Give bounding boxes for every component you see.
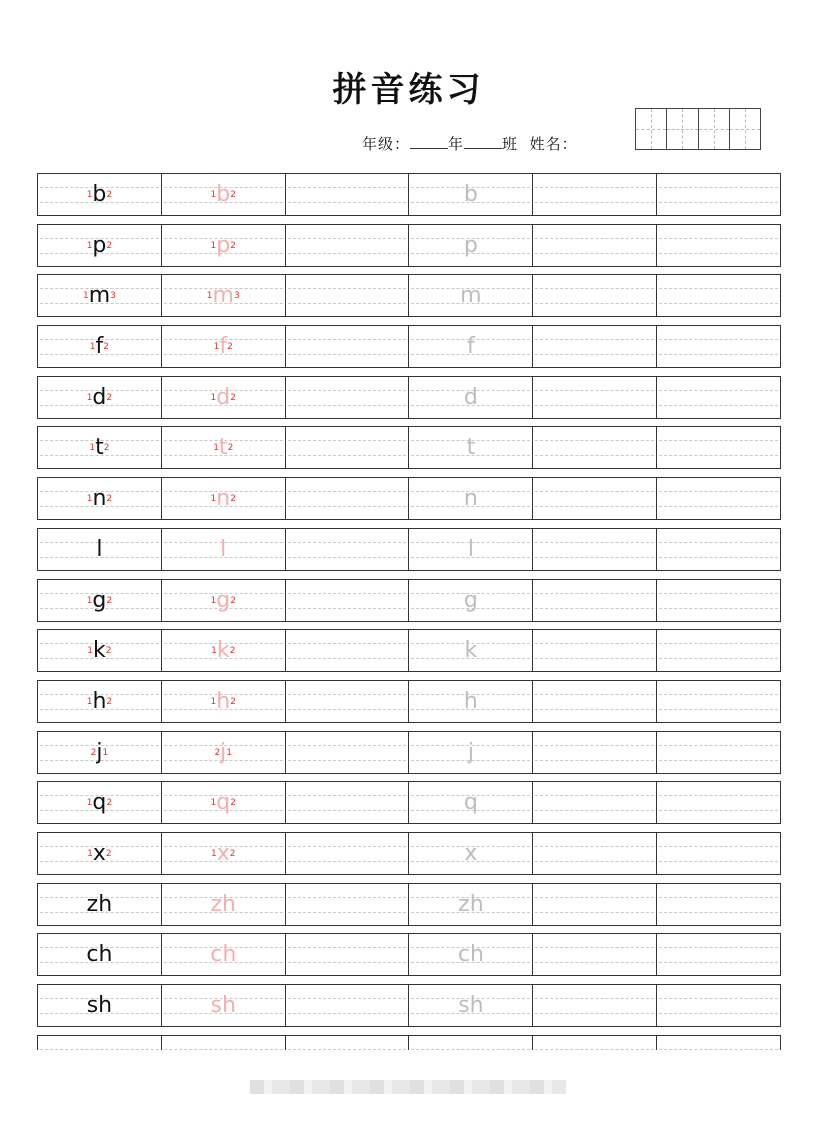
model-cell (38, 884, 162, 925)
stroke-number: 1 (210, 240, 217, 251)
stroke-number: 1 (87, 646, 94, 657)
writing-cell[interactable] (533, 225, 657, 266)
grade-blank[interactable] (410, 136, 448, 149)
hint-letter (409, 482, 532, 516)
practice-row (37, 528, 781, 571)
stroke-number: 2 (105, 646, 112, 657)
writing-cell[interactable] (286, 782, 410, 823)
model-letter (38, 381, 161, 415)
hint-letter (409, 279, 532, 313)
model-cell (38, 630, 162, 671)
writing-cell[interactable] (657, 732, 780, 773)
letter-text: b (92, 182, 107, 207)
practice-row (37, 680, 781, 723)
stroke-number: 2 (227, 443, 234, 454)
page-title: 拼音练习 (332, 70, 485, 110)
writing-cell[interactable] (286, 427, 410, 468)
model-cell (38, 732, 162, 773)
trace-cell (162, 630, 286, 671)
writing-cell[interactable] (533, 1036, 657, 1050)
practice-rows (37, 173, 781, 1050)
stroke-number: 1 (213, 342, 220, 353)
trace-letter (162, 938, 285, 972)
hint-cell (409, 934, 533, 975)
year-label: 年 (448, 135, 465, 153)
stroke-number: 1 (89, 342, 96, 353)
writing-cell[interactable] (657, 985, 780, 1026)
writing-cell[interactable] (533, 630, 657, 671)
hint-cell (409, 275, 533, 316)
stroke-number: 1 (86, 696, 93, 707)
letter-text: n (216, 486, 231, 512)
writing-cell[interactable] (657, 326, 780, 367)
writing-cell[interactable] (657, 934, 780, 975)
hint-cell (409, 782, 533, 823)
hint-cell (409, 174, 533, 215)
writing-cell[interactable] (286, 732, 410, 773)
letter-text: q (216, 790, 231, 816)
writing-cell[interactable] (657, 681, 780, 722)
model-letter (38, 533, 161, 567)
writing-cell[interactable] (286, 884, 410, 925)
hint-letter (409, 178, 532, 212)
trace-cell (162, 833, 286, 874)
model-cell (38, 580, 162, 621)
practice-row (37, 426, 781, 469)
name-cell[interactable] (730, 109, 760, 149)
trace-letter (162, 685, 285, 719)
trace-letter (162, 533, 285, 567)
model-cell (38, 681, 162, 722)
model-letter (38, 786, 161, 820)
stroke-number: 2 (106, 696, 113, 707)
letter-text: m (88, 283, 111, 309)
writing-cell[interactable] (286, 478, 410, 519)
letter-text: x (216, 840, 230, 866)
writing-cell[interactable] (533, 377, 657, 418)
stroke-number: 2 (230, 595, 236, 606)
letter-text: x (464, 840, 478, 866)
writing-cell[interactable] (533, 529, 657, 570)
letter-text: g (92, 587, 107, 613)
letter-text: j (220, 739, 227, 765)
letter-text: m (460, 283, 482, 309)
stroke-number: 1 (87, 848, 93, 859)
writing-cell[interactable] (657, 478, 780, 519)
letter-text: l (220, 536, 227, 562)
trace-cell (162, 732, 286, 773)
letter-text: p (463, 232, 478, 258)
writing-cell[interactable] (533, 732, 657, 773)
letter-text: f (95, 334, 104, 360)
stroke-number: 1 (102, 747, 109, 758)
stroke-number: 1 (226, 747, 233, 758)
hint-cell (409, 377, 533, 418)
model-cell (38, 427, 162, 468)
model-letter (38, 685, 161, 719)
stroke-number: 1 (86, 392, 93, 403)
class-blank[interactable] (464, 136, 502, 149)
letter-text: zh (458, 891, 484, 917)
stroke-number: 2 (106, 392, 113, 403)
class-label: 班 (502, 135, 519, 153)
letter-text: f (219, 334, 228, 360)
stroke-number: 1 (210, 190, 217, 200)
letter-text: p (92, 232, 107, 258)
writing-cell[interactable] (533, 782, 657, 823)
letter-text: x (92, 840, 106, 866)
stroke-number: 1 (210, 494, 217, 505)
model-cell (38, 225, 162, 266)
letter-text: q (92, 790, 107, 816)
practice-row (37, 781, 781, 824)
stroke-number: 2 (90, 747, 97, 758)
writing-cell[interactable] (533, 174, 657, 215)
model-cell (38, 934, 162, 975)
model-cell (38, 377, 162, 418)
trace-letter (162, 381, 285, 415)
model-letter (38, 330, 161, 364)
stroke-number: 2 (230, 240, 236, 251)
grade-label: 年级： (362, 135, 411, 153)
writing-cell[interactable] (286, 1036, 410, 1050)
trace-letter (162, 229, 285, 263)
letter-text: zh (86, 891, 113, 917)
trace-cell (162, 580, 286, 621)
letter-text: b (463, 182, 478, 207)
trace-cell (162, 985, 286, 1026)
name-writing-grid[interactable] (635, 108, 761, 150)
hint-letter (409, 685, 532, 719)
hint-cell (409, 427, 533, 468)
hint-cell (409, 580, 533, 621)
hint-cell (409, 630, 533, 671)
trace-letter (162, 431, 285, 465)
stroke-number: 2 (103, 342, 110, 353)
model-cell (38, 782, 162, 823)
stroke-number: 2 (103, 443, 110, 454)
letter-text: n (463, 486, 478, 512)
trace-letter (162, 634, 285, 668)
writing-cell[interactable] (657, 377, 780, 418)
writing-cell[interactable] (286, 833, 410, 874)
letter-text: g (463, 587, 478, 613)
writing-cell[interactable] (286, 529, 410, 570)
stroke-number: 1 (210, 798, 217, 809)
letter-text: sh (210, 993, 236, 1018)
stroke-number: 2 (229, 646, 236, 657)
writing-cell[interactable] (657, 225, 780, 266)
letter-text: m (212, 283, 234, 309)
student-info-line (362, 133, 578, 154)
writing-cell[interactable] (286, 377, 410, 418)
hint-cell (409, 985, 533, 1026)
trace-letter (162, 482, 285, 516)
trace-letter (162, 330, 285, 364)
writing-cell[interactable] (286, 580, 410, 621)
stroke-number: 2 (214, 747, 221, 758)
writing-cell[interactable] (286, 225, 410, 266)
letter-text: t (466, 435, 476, 461)
letter-text: t (218, 435, 228, 461)
letter-text: l (467, 536, 474, 562)
letter-text: f (467, 334, 475, 360)
writing-cell[interactable] (533, 427, 657, 468)
practice-row (37, 325, 781, 368)
stroke-number: 1 (210, 392, 217, 403)
writing-cell[interactable] (657, 580, 780, 621)
stroke-number: 1 (210, 696, 217, 707)
writing-cell[interactable] (657, 782, 780, 823)
practice-row (37, 629, 781, 672)
practice-row (37, 224, 781, 267)
model-cell (38, 174, 162, 215)
stroke-number: 2 (229, 848, 236, 859)
stroke-number: 2 (230, 798, 236, 809)
practice-row (37, 731, 781, 774)
trace-cell (162, 884, 286, 925)
trace-letter (162, 989, 285, 1023)
letter-text: d (216, 384, 231, 410)
hint-letter (409, 634, 532, 668)
trace-cell (162, 174, 286, 215)
writing-cell[interactable] (533, 275, 657, 316)
stroke-number: 1 (210, 848, 217, 859)
practice-row (37, 1035, 781, 1050)
writing-cell[interactable] (533, 681, 657, 722)
letter-text: h (92, 688, 107, 714)
writing-cell[interactable] (286, 275, 410, 316)
stroke-number: 2 (230, 696, 236, 707)
stroke-number: 1 (86, 798, 93, 809)
letter-text: g (216, 587, 231, 613)
model-letter (38, 888, 161, 922)
writing-cell[interactable] (657, 275, 780, 316)
model-letter (38, 431, 161, 465)
writing-cell[interactable] (657, 529, 780, 570)
writing-cell[interactable] (286, 985, 410, 1026)
stroke-number: 3 (233, 291, 240, 302)
model-cell (38, 326, 162, 367)
model-letter (38, 938, 161, 972)
model-letter (38, 736, 161, 770)
hint-letter (409, 381, 532, 415)
hint-letter (409, 938, 532, 972)
model-cell (38, 833, 162, 874)
letter-text: k (464, 638, 478, 664)
hint-letter (409, 786, 532, 820)
letter-text: j (467, 739, 474, 765)
model-letter (38, 634, 161, 668)
stroke-number: 2 (230, 392, 236, 403)
stroke-number: 1 (86, 494, 93, 505)
hint-letter (409, 431, 532, 465)
name-label: 姓名： (529, 135, 578, 153)
letter-text: j (96, 739, 103, 765)
letter-text: zh (210, 891, 236, 917)
letter-text: p (216, 232, 231, 258)
letter-text: ch (86, 942, 113, 968)
name-cell[interactable] (636, 109, 667, 149)
letter-text: k (216, 638, 230, 664)
stroke-number: 2 (106, 798, 113, 809)
trace-cell (162, 377, 286, 418)
stroke-number: 1 (86, 190, 93, 200)
hint-cell (409, 833, 533, 874)
letter-text: t (95, 435, 104, 461)
trace-cell (162, 478, 286, 519)
stroke-number: 1 (86, 240, 93, 251)
model-cell (38, 985, 162, 1026)
model-letter (38, 279, 161, 313)
hint-cell (409, 326, 533, 367)
letter-text: l (96, 536, 103, 562)
model-letter (38, 178, 161, 212)
writing-cell[interactable] (286, 174, 410, 215)
letter-text: b (216, 182, 231, 207)
letter-text: sh (86, 993, 113, 1018)
hint-cell (409, 681, 533, 722)
stroke-number: 2 (106, 240, 113, 251)
trace-cell (162, 529, 286, 570)
trace-cell (162, 681, 286, 722)
trace-letter (162, 584, 285, 618)
letter-text: h (216, 688, 231, 714)
model-letter (38, 584, 161, 618)
trace-cell (162, 326, 286, 367)
blurred-watermark (250, 1080, 566, 1094)
writing-cell[interactable] (533, 326, 657, 367)
stroke-number: 2 (106, 595, 113, 606)
hint-letter (409, 989, 532, 1023)
stroke-number: 1 (213, 443, 219, 454)
letter-text: n (92, 486, 107, 512)
writing-cell[interactable] (657, 427, 780, 468)
writing-cell[interactable] (533, 884, 657, 925)
hint-letter (409, 837, 532, 871)
letter-text: d (463, 384, 478, 410)
name-cell[interactable] (667, 109, 698, 149)
trace-cell (162, 225, 286, 266)
writing-cell[interactable] (657, 833, 780, 874)
hint-cell (409, 529, 533, 570)
letter-text: ch (457, 942, 484, 968)
hint-letter (409, 888, 532, 922)
trace-letter (162, 279, 285, 313)
stroke-number: 1 (206, 291, 213, 302)
stroke-number: 1 (210, 595, 217, 606)
writing-cell[interactable] (286, 681, 410, 722)
hint-cell (409, 478, 533, 519)
name-cell[interactable] (699, 109, 730, 149)
trace-cell (162, 275, 286, 316)
writing-cell[interactable] (286, 934, 410, 975)
practice-row (37, 984, 781, 1027)
practice-row (37, 376, 781, 419)
hint-cell (409, 732, 533, 773)
practice-row (37, 173, 781, 216)
model-cell (38, 529, 162, 570)
writing-cell[interactable] (657, 884, 780, 925)
writing-cell[interactable] (286, 630, 410, 671)
letter-text: sh (458, 993, 484, 1018)
stroke-number: 3 (110, 291, 116, 302)
hint-letter (409, 533, 532, 567)
hint-letter (409, 736, 532, 770)
model-cell (38, 478, 162, 519)
hint-cell (409, 884, 533, 925)
trace-letter (162, 837, 285, 871)
hint-cell (409, 225, 533, 266)
trace-letter (162, 786, 285, 820)
stroke-number: 2 (230, 190, 236, 200)
letter-text: k (93, 638, 106, 664)
writing-cell[interactable] (533, 833, 657, 874)
writing-cell[interactable] (286, 326, 410, 367)
trace-letter (162, 178, 285, 212)
trace-letter (162, 736, 285, 770)
trace-cell (162, 427, 286, 468)
stroke-number: 1 (211, 646, 217, 657)
model-cell (38, 275, 162, 316)
hint-letter (409, 330, 532, 364)
trace-letter (162, 888, 285, 922)
trace-cell (162, 934, 286, 975)
model-letter (38, 229, 161, 263)
trace-cell (162, 1036, 286, 1050)
model-letter (38, 989, 161, 1023)
stroke-number: 1 (82, 291, 89, 302)
writing-cell[interactable] (533, 934, 657, 975)
writing-cell[interactable] (657, 174, 780, 215)
stroke-number: 2 (230, 494, 236, 505)
practice-row (37, 933, 781, 976)
model-cell (38, 1036, 162, 1050)
practice-row (37, 883, 781, 926)
hint-letter (409, 229, 532, 263)
trace-cell (162, 782, 286, 823)
stroke-number: 2 (227, 342, 233, 353)
letter-text: q (463, 790, 478, 816)
writing-cell[interactable] (533, 985, 657, 1026)
hint-letter (409, 584, 532, 618)
writing-cell[interactable] (533, 478, 657, 519)
letter-text: d (92, 384, 107, 410)
hint-cell (409, 1036, 533, 1050)
practice-row (37, 477, 781, 520)
practice-row (37, 832, 781, 875)
stroke-number: 1 (89, 443, 96, 454)
writing-cell[interactable] (533, 580, 657, 621)
writing-cell[interactable] (657, 1036, 780, 1050)
practice-row (37, 579, 781, 622)
letter-text: h (463, 688, 478, 714)
practice-row (37, 274, 781, 317)
model-letter (38, 837, 161, 871)
writing-cell[interactable] (657, 630, 780, 671)
letter-text: ch (210, 942, 237, 968)
stroke-number: 2 (105, 848, 112, 859)
stroke-number: 2 (106, 494, 113, 505)
stroke-number: 2 (106, 190, 113, 200)
stroke-number: 1 (86, 595, 93, 606)
model-letter (38, 482, 161, 516)
